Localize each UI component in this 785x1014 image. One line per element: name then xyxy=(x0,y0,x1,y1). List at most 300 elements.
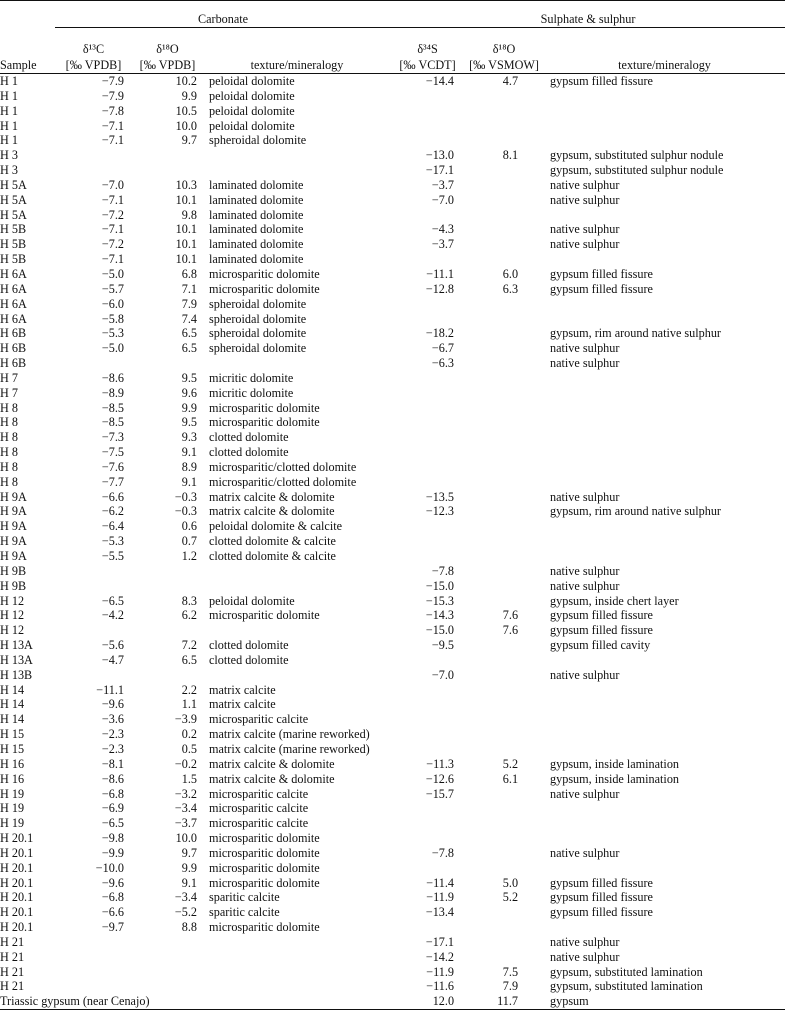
table-row xyxy=(0,356,785,371)
cell-d18o-carb: 10.2 xyxy=(175,74,197,88)
cell-d13c: −6.2 xyxy=(101,504,124,519)
cell-d13c xyxy=(55,965,132,980)
cell-d18o-sulf xyxy=(464,801,544,816)
cell-d13c: −7.9 xyxy=(101,74,124,88)
cell-texture-sulf: native sulphur xyxy=(550,563,620,578)
cell-d18o-carb: −3.4 xyxy=(174,801,197,816)
cell-d34s xyxy=(391,534,464,549)
cell-d34s xyxy=(391,133,464,148)
cell-texture-carb: laminated dolomite xyxy=(209,177,304,192)
cell-d34s xyxy=(391,861,464,876)
cell-texture-sulf: gypsum filled cavity xyxy=(550,638,651,653)
cell-texture-carb: microsparitic calcite xyxy=(209,712,309,727)
cell-texture-sulf: native sulphur xyxy=(550,786,620,801)
cell-sample: H 6B xyxy=(0,326,27,341)
cell-texture-sulf xyxy=(544,742,785,757)
table-row xyxy=(0,163,785,178)
cell-d18o-sulf xyxy=(464,178,544,193)
cell-texture-carb: laminated dolomite xyxy=(209,222,304,237)
cell-d18o-carb: 7.4 xyxy=(181,311,197,326)
cell-sample: H 8 xyxy=(0,415,18,430)
col-header-d18o-carb xyxy=(132,28,203,74)
cell-d18o-sulf xyxy=(464,386,544,401)
cell-d13c: −9.8 xyxy=(101,831,124,846)
cell-d18o-sulf xyxy=(464,653,544,668)
cell-texture-carb: laminated dolomite xyxy=(209,192,304,207)
cell-sample: H 14 xyxy=(0,712,25,727)
cell-sample: H 16 xyxy=(0,756,25,771)
cell-d18o-sulf xyxy=(464,89,544,104)
table-row xyxy=(0,668,785,683)
cell-d18o-carb: 9.1 xyxy=(181,474,197,489)
cell-d34s: −18.2 xyxy=(425,326,455,341)
cell-d34s: −11.4 xyxy=(426,875,455,890)
table-row xyxy=(0,742,785,757)
cell-texture-sulf: gypsum, inside chert layer xyxy=(550,593,679,608)
cell-d18o-carb: 10.1 xyxy=(175,222,197,237)
cell-d18o-carb: 9.9 xyxy=(181,88,197,103)
cell-texture-carb: microsparitic dolomite xyxy=(209,400,320,415)
cell-sample: H 12 xyxy=(0,593,25,608)
cell-sample: H 13A xyxy=(0,638,33,653)
cell-d18o-carb: 1.2 xyxy=(181,549,197,563)
table-row xyxy=(0,697,785,712)
cell-texture-carb: microsparitic dolomite xyxy=(209,281,320,296)
cell-sample: H 3 xyxy=(0,163,18,178)
cell-d18o-carb: 0.7 xyxy=(181,534,197,549)
cell-d18o-sulf xyxy=(464,742,544,757)
table-row xyxy=(0,237,785,252)
cell-texture-carb: spheroidal dolomite xyxy=(209,326,307,341)
cell-texture-carb: peloidal dolomite xyxy=(209,593,295,608)
cell-d13c: −6.5 xyxy=(101,593,124,608)
cell-d18o-sulf: 6.3 xyxy=(502,281,519,296)
cell-texture-sulf: gypsum, inside lamination xyxy=(550,771,680,786)
cell-texture-sulf xyxy=(544,133,785,148)
cell-d18o-carb: 9.5 xyxy=(181,415,197,430)
cell-texture-sulf xyxy=(544,653,785,668)
cell-d18o-carb: 8.3 xyxy=(181,593,197,608)
cell-d18o-sulf xyxy=(464,133,544,148)
cell-texture-carb: clotted dolomite & calcite xyxy=(209,534,336,549)
table-row xyxy=(0,445,785,460)
cell-d13c: −5.6 xyxy=(101,638,124,653)
cell-d34s xyxy=(391,712,464,727)
table-row xyxy=(0,312,785,327)
cell-sample: H 20.1 xyxy=(0,905,34,920)
cell-d34s xyxy=(391,430,464,445)
cell-d34s xyxy=(391,104,464,119)
cell-d13c: −7.1 xyxy=(101,192,124,207)
group-header-carbonate: Carbonate xyxy=(55,1,391,28)
cell-sample: H 8 xyxy=(0,474,18,489)
cell-d34s xyxy=(391,460,464,475)
cell-texture-carb: peloidal dolomite xyxy=(209,88,295,103)
cell-texture-sulf xyxy=(544,430,785,445)
col-header-d18o-sulf xyxy=(464,28,544,74)
cell-texture-sulf xyxy=(544,297,785,312)
cell-texture-sulf: gypsum filled fissure xyxy=(550,890,653,905)
table-row xyxy=(0,935,785,950)
cell-d34s: −13.0 xyxy=(425,148,455,163)
cell-texture-carb xyxy=(203,950,391,965)
cell-texture-carb: microsparitic dolomite xyxy=(209,266,320,281)
table-row xyxy=(0,490,785,505)
cell-texture-carb: laminated dolomite xyxy=(209,252,304,267)
cell-d13c xyxy=(55,148,132,163)
cell-texture-carb: microsparitic calcite xyxy=(209,786,309,801)
cell-d34s xyxy=(391,297,464,312)
cell-d13c xyxy=(55,935,132,950)
cell-d34s: −7.0 xyxy=(431,192,455,207)
cell-d18o-sulf xyxy=(464,415,544,430)
cell-sample: H 5B xyxy=(0,252,27,267)
cell-texture-sulf xyxy=(544,415,785,430)
cell-sample: H 12 xyxy=(0,608,25,623)
cell-d18o-carb xyxy=(132,564,203,579)
cell-texture-carb: spheroidal dolomite xyxy=(209,341,307,356)
table-row xyxy=(0,519,785,534)
cell-d18o-carb xyxy=(132,935,203,950)
cell-d13c: −8.5 xyxy=(101,400,124,415)
table-row xyxy=(0,504,785,519)
cell-texture-sulf: native sulphur xyxy=(550,578,620,593)
cell-d18o-sulf xyxy=(464,208,544,223)
cell-d18o-sulf xyxy=(464,564,544,579)
cell-texture-carb: sparitic calcite xyxy=(209,890,280,905)
cell-d13c: −6.0 xyxy=(101,296,124,311)
cell-texture-carb: matrix calcite & dolomite xyxy=(209,771,335,786)
col-header-d13c xyxy=(55,28,132,74)
table-row xyxy=(0,267,785,282)
cell-d18o-sulf xyxy=(464,594,544,609)
table-row xyxy=(0,549,785,564)
cell-texture-sulf: gypsum, substituted sulphur nodule xyxy=(550,163,724,178)
cell-d34s: −12.6 xyxy=(425,771,455,786)
cell-d34s xyxy=(391,920,464,935)
table-row xyxy=(0,638,785,653)
cell-sample: H 5B xyxy=(0,222,27,237)
cell-d34s: −6.7 xyxy=(431,341,455,356)
cell-texture-sulf xyxy=(544,549,785,564)
cell-texture-sulf xyxy=(544,683,785,698)
table-row xyxy=(0,876,785,891)
cell-d18o-carb xyxy=(132,579,203,594)
cell-d18o-sulf: 7.9 xyxy=(502,979,519,994)
cell-d18o-carb: −3.7 xyxy=(174,816,197,831)
cell-d13c: −6.8 xyxy=(101,786,124,801)
cell-d13c: −7.0 xyxy=(101,177,124,192)
cell-texture-sulf: native sulphur xyxy=(550,845,620,860)
cell-d34s xyxy=(391,742,464,757)
cell-d13c xyxy=(55,579,132,594)
cell-d13c xyxy=(55,950,132,965)
cell-texture-carb xyxy=(203,356,391,371)
cell-d13c: −6.8 xyxy=(101,890,124,905)
cell-d18o-carb: 10.3 xyxy=(175,177,197,192)
cell-texture-carb: microsparitic/clotted dolomite xyxy=(209,459,357,474)
cell-d34s: −17.1 xyxy=(425,163,455,178)
cell-d13c: −6.5 xyxy=(101,816,124,831)
cell-d13c xyxy=(55,668,132,683)
cell-d18o-sulf xyxy=(464,519,544,534)
cell-d18o-carb: 6.8 xyxy=(181,266,197,281)
cell-d34s xyxy=(391,371,464,386)
cell-texture-carb: microsparitic calcite xyxy=(209,801,309,816)
table-row xyxy=(0,683,785,698)
cell-d13c: −6.4 xyxy=(101,519,124,534)
cell-d13c: −7.7 xyxy=(101,474,124,489)
cell-d18o-carb: 9.9 xyxy=(181,860,197,875)
cell-d34s: −3.7 xyxy=(431,237,455,252)
cell-texture-sulf: gypsum, inside lamination xyxy=(550,756,680,771)
cell-d18o-carb: 7.9 xyxy=(181,296,197,311)
cell-texture-carb: peloidal dolomite xyxy=(209,103,295,118)
cell-texture-sulf: gypsum, substituted lamination xyxy=(550,979,703,994)
table-row xyxy=(0,104,785,119)
cell-d34s: −12.8 xyxy=(425,281,455,296)
cell-d34s: −11.3 xyxy=(426,756,455,771)
cell-d18o-carb: −0.3 xyxy=(174,504,197,519)
cell-d13c: −5.5 xyxy=(101,549,124,563)
cell-d34s xyxy=(391,727,464,742)
cell-d18o-sulf xyxy=(464,579,544,594)
cell-d18o-sulf xyxy=(464,697,544,712)
cell-d13c: −2.3 xyxy=(101,741,124,756)
cell-d18o-sulf xyxy=(464,237,544,252)
cell-texture-carb: clotted dolomite & calcite xyxy=(209,549,336,563)
cell-d18o-carb: 9.5 xyxy=(181,370,197,385)
cell-d18o-sulf: 7.5 xyxy=(502,964,519,979)
table-row xyxy=(0,623,785,638)
table-row xyxy=(0,282,785,297)
table-row xyxy=(0,148,785,163)
table-row xyxy=(0,222,785,237)
cell-d34s: −7.8 xyxy=(431,845,455,860)
cell-texture-sulf: native sulphur xyxy=(550,237,620,252)
cell-d18o-carb: 7.1 xyxy=(181,281,197,296)
cell-d13c xyxy=(55,564,132,579)
cell-texture-sulf: native sulphur xyxy=(550,177,620,192)
cell-texture-carb: microsparitic/clotted dolomite xyxy=(209,474,357,489)
cell-texture-carb xyxy=(203,935,391,950)
cell-d13c xyxy=(55,163,132,178)
cell-d34s: −15.7 xyxy=(425,786,455,801)
cell-d18o-sulf xyxy=(464,312,544,327)
cell-d13c: −7.1 xyxy=(101,118,124,133)
cell-d18o-sulf xyxy=(464,460,544,475)
cell-texture-sulf: gypsum filled fissure xyxy=(550,281,653,296)
cell-d13c: −9.9 xyxy=(101,845,124,860)
cell-d34s xyxy=(391,653,464,668)
cell-d18o-sulf xyxy=(464,104,544,119)
cell-d34s xyxy=(391,386,464,401)
cell-sample: H 20.1 xyxy=(0,845,34,860)
cell-d13c: −11.1 xyxy=(96,682,124,697)
table-row xyxy=(0,890,785,905)
cell-texture-carb: matrix calcite xyxy=(209,697,276,712)
cell-d18o-carb: 6.5 xyxy=(181,652,197,667)
cell-texture-carb: peloidal dolomite xyxy=(209,118,295,133)
cell-d34s xyxy=(391,252,464,267)
cell-texture-carb: clotted dolomite xyxy=(209,430,289,445)
table-row xyxy=(0,979,785,994)
cell-texture-sulf: native sulphur xyxy=(550,934,620,949)
cell-d18o-sulf xyxy=(464,549,544,564)
cell-d18o-sulf xyxy=(464,252,544,267)
cell-texture-carb: spheroidal dolomite xyxy=(209,296,307,311)
cell-texture-sulf: gypsum filled fissure xyxy=(550,608,653,623)
cell-texture-carb: matrix calcite & dolomite xyxy=(209,756,335,771)
cell-d34s: −11.1 xyxy=(426,266,455,281)
cell-d18o-carb: −3.4 xyxy=(174,890,197,905)
col-header-d18o-sulf-symbol: δ¹⁸O xyxy=(492,42,516,56)
cell-d18o-carb: 6.5 xyxy=(181,326,197,341)
cell-sample: H 9A xyxy=(0,549,27,563)
cell-texture-sulf xyxy=(544,445,785,460)
cell-d18o-sulf xyxy=(464,638,544,653)
table-row xyxy=(0,816,785,831)
cell-texture-carb xyxy=(203,668,391,683)
cell-sample: H 9B xyxy=(0,563,27,578)
cell-d18o-carb: −5.2 xyxy=(174,905,197,920)
table-row xyxy=(0,831,785,846)
cell-texture-sulf: gypsum, substituted sulphur nodule xyxy=(550,148,724,163)
cell-d18o-carb: 10.0 xyxy=(175,831,197,846)
cell-d18o-carb xyxy=(132,965,203,980)
cell-d18o-carb: 9.9 xyxy=(181,400,197,415)
cell-d18o-carb: 10.1 xyxy=(175,252,197,267)
cell-sample: H 21 xyxy=(0,949,25,964)
cell-d18o-carb: 0.5 xyxy=(181,741,197,756)
cell-d18o-carb: 9.7 xyxy=(181,845,197,860)
cell-d18o-sulf xyxy=(464,356,544,371)
cell-sample: H 1 xyxy=(0,74,18,88)
table-row xyxy=(0,534,785,549)
cell-d18o-carb: 9.3 xyxy=(181,430,197,445)
table-row xyxy=(0,846,785,861)
cell-d13c: −3.6 xyxy=(101,712,124,727)
cell-d18o-sulf xyxy=(464,475,544,490)
cell-sample: H 9A xyxy=(0,504,27,519)
cell-texture-sulf: native sulphur xyxy=(550,341,620,356)
table-row xyxy=(0,801,785,816)
cell-texture-carb: microsparitic dolomite xyxy=(209,845,320,860)
cell-sample: H 21 xyxy=(0,934,25,949)
cell-d18o-sulf xyxy=(464,163,544,178)
cell-d34s: −15.3 xyxy=(425,593,455,608)
cell-d34s: −7.8 xyxy=(431,563,455,578)
cell-texture-carb: spheroidal dolomite xyxy=(209,311,307,326)
cell-d18o-carb: 9.1 xyxy=(181,875,197,890)
cell-d13c: −4.2 xyxy=(101,608,124,623)
cell-sample: Triassic gypsum (near Cenajo) xyxy=(0,994,150,1009)
cell-texture-carb xyxy=(203,163,391,178)
cell-sample: H 19 xyxy=(0,816,25,831)
cell-sample: H 20.1 xyxy=(0,831,34,846)
cell-d34s: −11.6 xyxy=(426,979,455,994)
cell-texture-sulf xyxy=(544,208,785,223)
cell-texture-carb: clotted dolomite xyxy=(209,652,289,667)
cell-texture-sulf: gypsum filled fissure xyxy=(550,74,653,88)
cell-d18o-carb: 9.8 xyxy=(181,207,197,222)
cell-sample: H 1 xyxy=(0,103,18,118)
cell-texture-sulf xyxy=(544,371,785,386)
cell-texture-carb: matrix calcite xyxy=(209,682,276,697)
cell-sample: H 9A xyxy=(0,534,27,549)
cell-d18o-carb: 1.5 xyxy=(181,771,197,786)
cell-d18o-sulf: 8.1 xyxy=(502,148,519,163)
cell-d34s: −11.9 xyxy=(426,890,455,905)
cell-texture-sulf: gypsum, rim around native sulphur xyxy=(550,504,721,519)
cell-sample: H 7 xyxy=(0,385,18,400)
cell-sample: H 20.1 xyxy=(0,920,34,935)
cell-texture-carb: microsparitic dolomite xyxy=(209,608,320,623)
cell-d18o-carb: 6.5 xyxy=(181,341,197,356)
table-row xyxy=(0,341,785,356)
cell-d13c: −7.1 xyxy=(101,222,124,237)
cell-d18o-sulf xyxy=(464,401,544,416)
cell-d18o-sulf xyxy=(464,371,544,386)
cell-texture-carb xyxy=(203,148,391,163)
cell-texture-carb: clotted dolomite xyxy=(209,445,289,460)
cell-texture-sulf: native sulphur xyxy=(550,949,620,964)
col-header-texture-carb: texture/mineralogy xyxy=(203,28,391,74)
table-row xyxy=(0,757,785,772)
cell-texture-sulf xyxy=(544,801,785,816)
cell-d18o-sulf: 7.6 xyxy=(502,608,519,623)
cell-d34s: −14.2 xyxy=(425,949,455,964)
cell-texture-sulf xyxy=(544,312,785,327)
cell-d34s: −4.3 xyxy=(431,222,455,237)
cell-d34s xyxy=(391,816,464,831)
cell-texture-carb: matrix calcite (marine reworked) xyxy=(209,741,370,756)
cell-d13c: −7.1 xyxy=(101,252,124,267)
cell-sample: H 5A xyxy=(0,207,27,222)
table-row xyxy=(0,905,785,920)
cell-texture-carb: micritic dolomite xyxy=(209,385,294,400)
cell-d13c: −7.1 xyxy=(101,133,124,148)
cell-d18o-carb xyxy=(132,148,203,163)
cell-texture-carb xyxy=(203,564,391,579)
cell-texture-sulf xyxy=(544,475,785,490)
cell-texture-carb xyxy=(203,994,391,1009)
cell-d13c: −9.6 xyxy=(101,697,124,712)
cell-d18o-sulf xyxy=(464,193,544,208)
cell-texture-carb: micritic dolomite xyxy=(209,370,294,385)
cell-d18o-carb: −3.2 xyxy=(174,786,197,801)
table-row xyxy=(0,787,785,802)
cell-d13c: −5.7 xyxy=(101,281,124,296)
cell-d18o-sulf xyxy=(464,935,544,950)
cell-d18o-carb: 0.6 xyxy=(181,519,197,534)
cell-sample: H 12 xyxy=(0,623,25,638)
cell-d18o-sulf xyxy=(464,846,544,861)
cell-texture-sulf: gypsum filled fissure xyxy=(550,905,653,920)
cell-d18o-carb xyxy=(132,668,203,683)
table-row xyxy=(0,208,785,223)
cell-d13c: −7.3 xyxy=(101,430,124,445)
cell-d18o-sulf xyxy=(464,905,544,920)
cell-sample: H 6B xyxy=(0,356,27,371)
cell-d18o-sulf xyxy=(464,445,544,460)
cell-sample: H 13B xyxy=(0,667,33,682)
cell-d18o-carb xyxy=(132,623,203,638)
cell-d34s xyxy=(391,401,464,416)
cell-texture-carb: sparitic calcite xyxy=(209,905,280,920)
cell-texture-carb: matrix calcite & dolomite xyxy=(209,504,335,519)
cell-texture-sulf: gypsum filled fissure xyxy=(550,623,653,638)
